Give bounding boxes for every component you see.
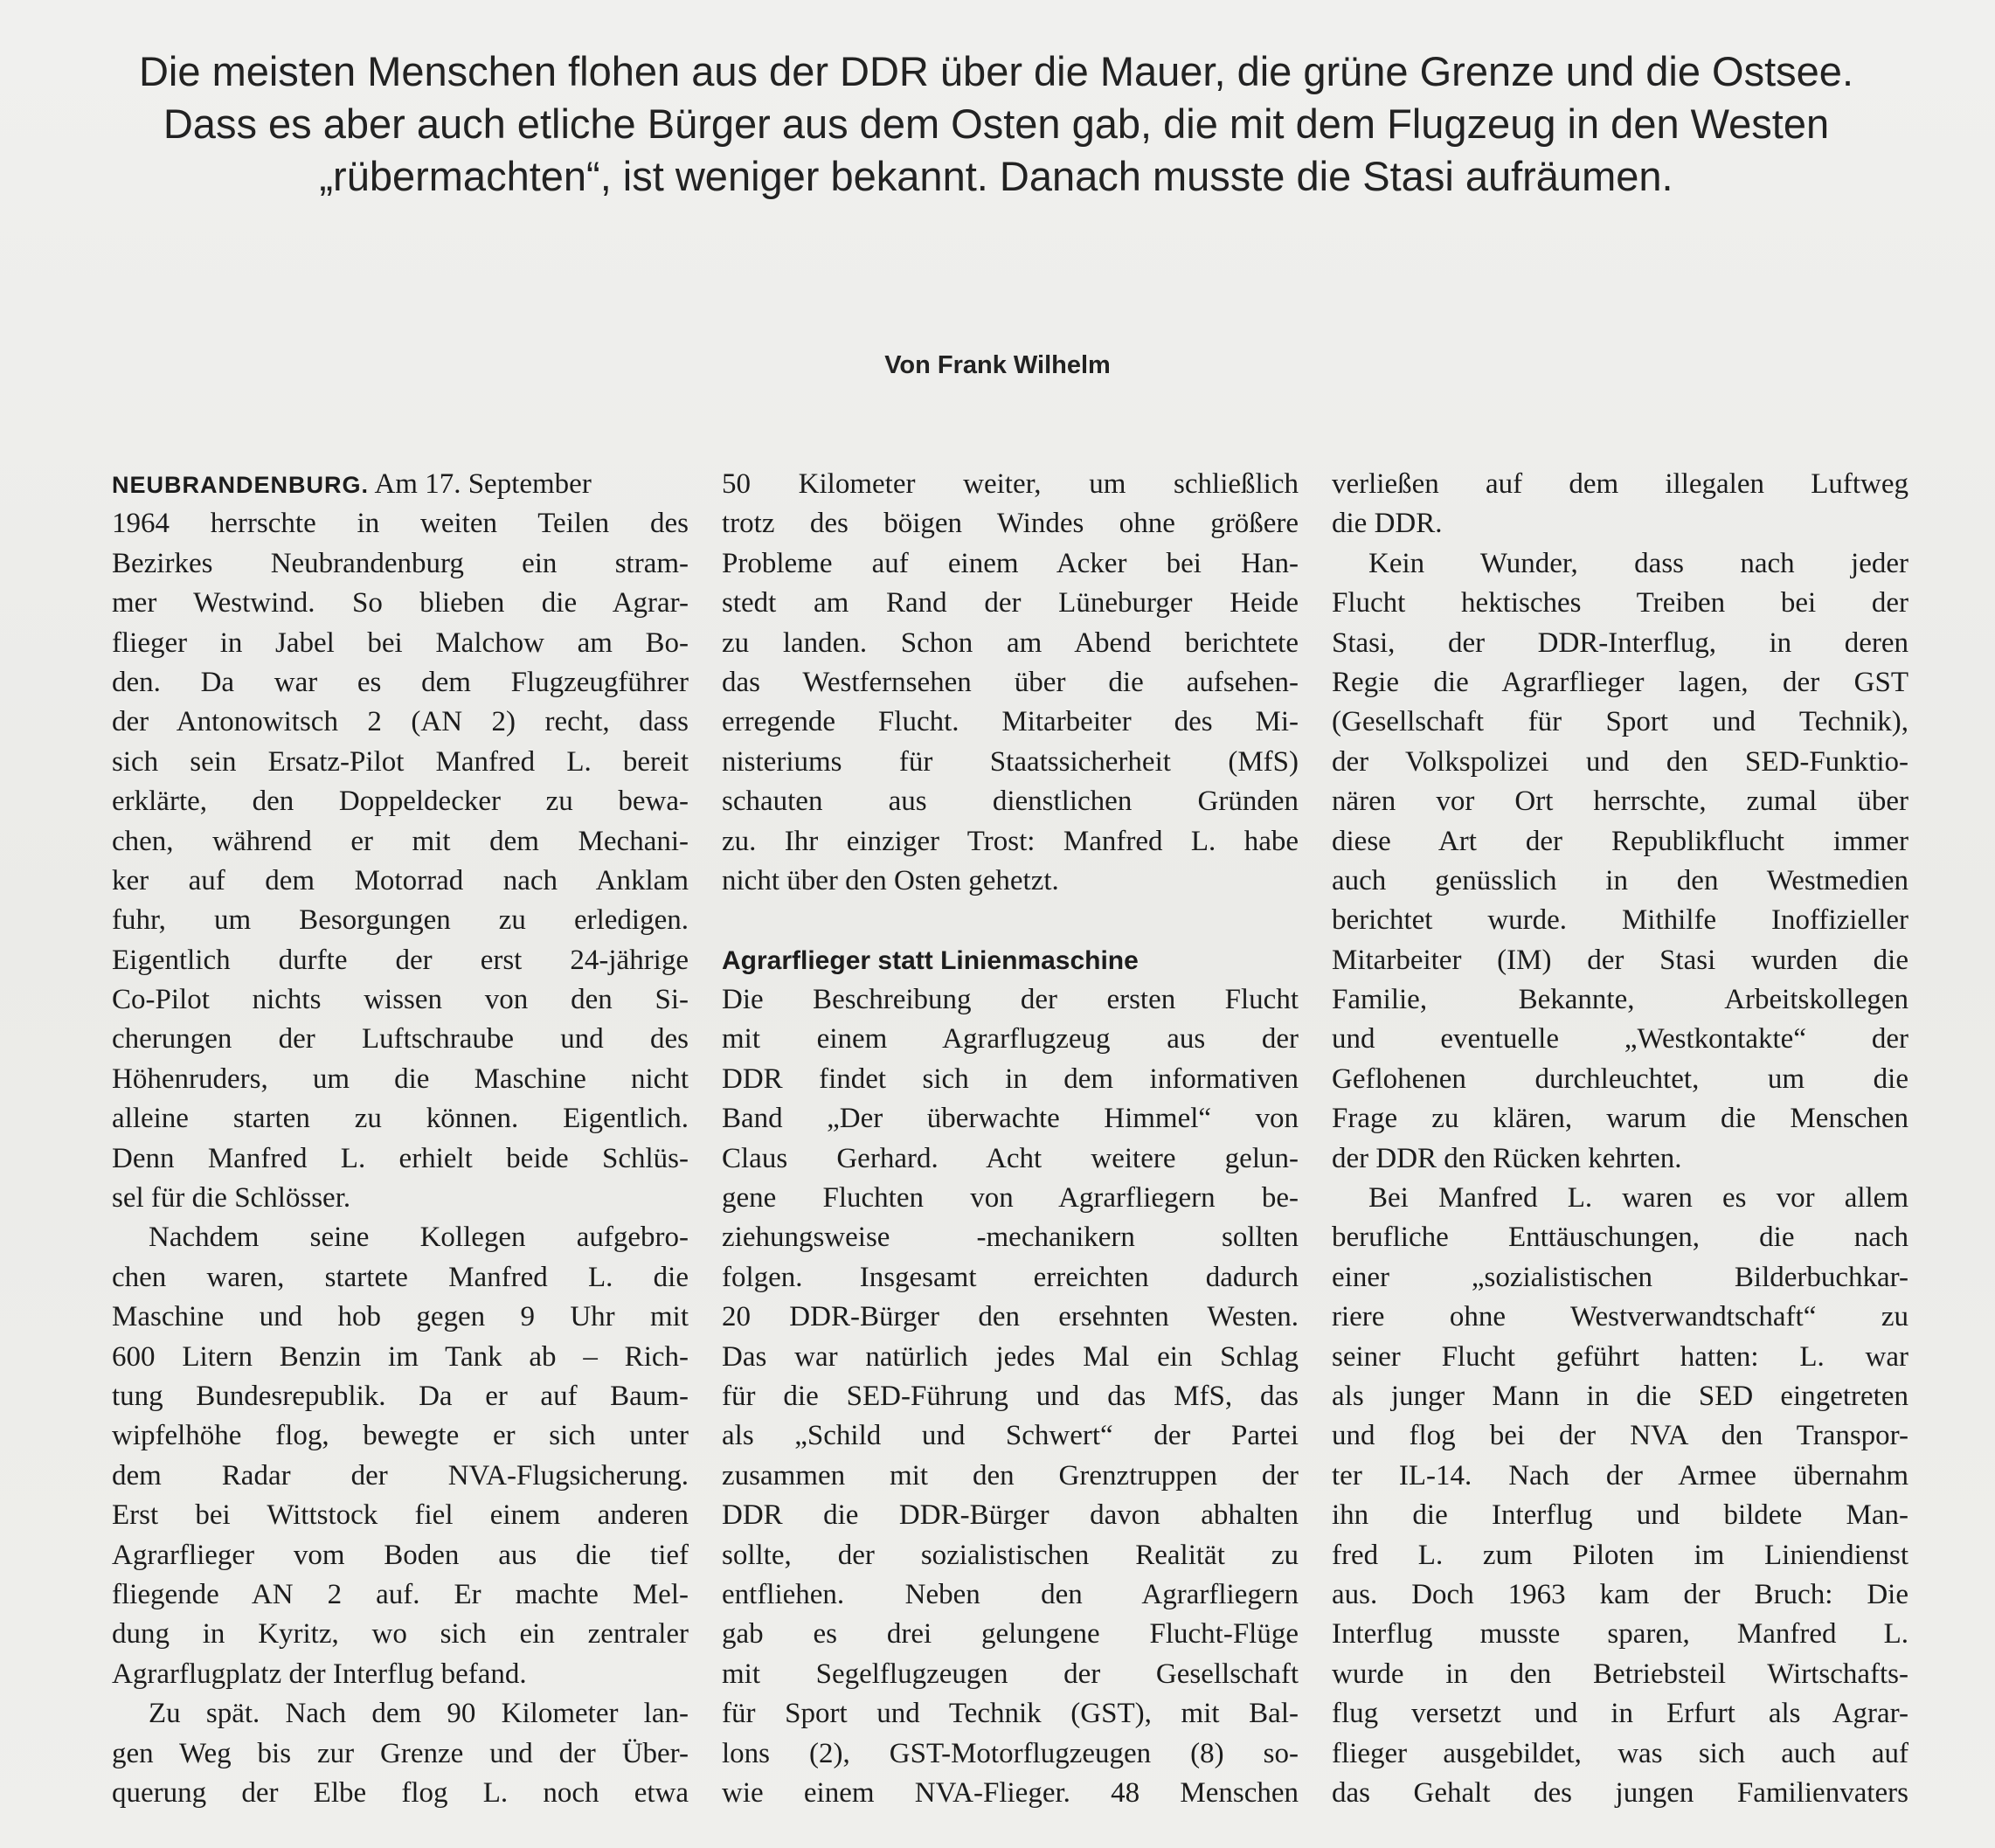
text-line: Geflohenen durchleuchtet, um die xyxy=(1332,1062,1908,1095)
text-line: ziehungsweise -mechanikern sollten xyxy=(722,1222,1299,1254)
text-line: riere ohne Westverwandtschaft“ zu xyxy=(1332,1301,1908,1333)
text-line: flieger ausgebildet, was sich auch auf xyxy=(1332,1737,1908,1769)
text-fragment: Am 17. September xyxy=(369,468,592,500)
text-line: Mitarbeiter (IM) der Stasi wurden die xyxy=(1332,944,1908,976)
text-line: fred L. zum Piloten im Liniendienst xyxy=(1332,1539,1908,1571)
text-line: (Gesellschaft für Sport und Technik), xyxy=(1332,706,1908,738)
text-line: verließen auf dem illegalen Luftweg xyxy=(1332,468,1908,500)
text-line: nicht über den Osten gehetzt. xyxy=(722,864,1059,896)
text-line: Agrarflugplatz der Interflug befand. xyxy=(112,1658,527,1690)
text-line: Bezirkes Neubrandenburg ein stram- xyxy=(112,547,689,579)
text-line: Kein Wunder, dass nach jeder xyxy=(1368,547,1908,579)
lead-line: Die meisten Menschen flohen aus der DDR über die Mauer, die grüne Grenze und die Ostsee. xyxy=(138,48,1854,94)
paragraph-spacer xyxy=(722,901,1299,940)
subheading: Agrarflieger statt Linienmaschine xyxy=(722,945,1139,975)
text-line: zu landen. Schon am Abend berichtete xyxy=(722,626,1299,659)
text-line: gene Fluchten von Agrarfliegern be- xyxy=(722,1182,1299,1215)
text-line: folgen. Insgesamt erreichten dadurch xyxy=(722,1261,1299,1293)
text-line: Agrarflieger vom Boden aus die tief xyxy=(112,1539,689,1571)
text-line: fliegende AN 2 auf. Er machte Mel- xyxy=(112,1578,689,1610)
text-line: Höhenruders, um die Maschine nicht xyxy=(112,1062,689,1095)
text-line: Eigentlich durfte der erst 24-jährige xyxy=(112,944,689,976)
text-line: 20 DDR-Bürger den ersehnten Westen. xyxy=(722,1301,1299,1333)
text-line: flug versetzt und in Erfurt als Agrar- xyxy=(1332,1698,1908,1730)
text-line: wie einem NVA-Flieger. 48 Menschen xyxy=(722,1776,1299,1809)
text-line: trotz des böigen Windes ohne größere xyxy=(722,508,1299,540)
text-line: mit Segelflugzeugen der Gesellschaft xyxy=(722,1658,1299,1690)
article-lead xyxy=(87,45,1905,203)
article-column-2 xyxy=(722,465,1299,1813)
text-line: berufliche Enttäuschungen, die nach xyxy=(1332,1222,1908,1254)
text-line: der DDR den Rücken kehrten. xyxy=(1332,1142,1682,1174)
text-line: und eventuelle „Westkontakte“ der xyxy=(1332,1023,1908,1056)
text-line: nisteriums für Staatssicherheit (MfS) xyxy=(722,745,1299,778)
text-line: und flog bei der NVA den Transpor- xyxy=(1332,1420,1908,1452)
text-line: sich sein Ersatz-Pilot Manfred L. bereit xyxy=(112,745,689,778)
text-line: sollte, der sozialistischen Realität zu xyxy=(722,1539,1299,1571)
text-line: chen, während er mit dem Mechani- xyxy=(112,825,689,857)
text-line: gab es drei gelungene Flucht-Flüge xyxy=(722,1618,1299,1651)
text-line: tung Bundesrepublik. Da er auf Baum- xyxy=(112,1380,689,1412)
text-line: 600 Litern Benzin im Tank ab – Rich- xyxy=(112,1340,689,1373)
text-line: fuhr, um Besorgungen zu erledigen. xyxy=(112,904,689,937)
text-line: dem Radar der NVA-Flugsicherung. xyxy=(112,1459,689,1492)
text-line: cherungen der Luftschraube und des xyxy=(112,1023,689,1056)
article-column-3 xyxy=(1332,465,1908,1813)
text-line: erregende Flucht. Mitarbeiter des Mi- xyxy=(722,706,1299,738)
text-line: entfliehen. Neben den Agrarfliegern xyxy=(722,1578,1299,1610)
text-line: Stasi, der DDR-Interflug, in deren xyxy=(1332,626,1908,659)
text-line: erklärte, den Doppeldecker zu bewa- xyxy=(112,786,689,818)
text-line xyxy=(112,465,689,504)
text-line: das Westfernsehen über die aufsehen- xyxy=(722,666,1299,698)
text-line: für Sport und Technik (GST), mit Bal- xyxy=(722,1698,1299,1730)
text-line: seiner Flucht geführt hatten: L. war xyxy=(1332,1340,1908,1373)
text-line: Familie, Bekannte, Arbeitskollegen xyxy=(1332,984,1908,1016)
text-line: Die Beschreibung der ersten Flucht xyxy=(722,984,1299,1016)
text-line: diese Art der Republikflucht immer xyxy=(1332,825,1908,857)
text-line: Frage zu klären, warum die Menschen xyxy=(1332,1103,1908,1135)
text-line: Denn Manfred L. erhielt beide Schlüs- xyxy=(112,1142,689,1174)
lead-line: „rübermachten“, ist weniger bekannt. Danach musste die Stasi aufräumen. xyxy=(319,153,1673,199)
text-line: das Gehalt des jungen Familienvaters xyxy=(1332,1776,1908,1809)
byline: Von Frank Wilhelm xyxy=(884,351,1111,379)
text-line: querung der Elbe flog L. noch etwa xyxy=(112,1776,689,1809)
text-line: Zu spät. Nach dem 90 Kilometer lan- xyxy=(149,1698,689,1730)
text-line: aus. Doch 1963 kam der Bruch: Die xyxy=(1332,1578,1908,1610)
text-line: ker auf dem Motorrad nach Anklam xyxy=(112,864,689,896)
text-line: der Antonowitsch 2 (AN 2) recht, dass xyxy=(112,706,689,738)
text-line: Regie die Agrarflieger lagen, der GST xyxy=(1332,666,1908,698)
text-line: Das war natürlich jedes Mal ein Schlag xyxy=(722,1340,1299,1373)
text-line: als junger Mann in die SED eingetreten xyxy=(1332,1380,1908,1412)
text-line: chen waren, startete Manfred L. die xyxy=(112,1261,689,1293)
text-line: Bei Manfred L. waren es vor allem xyxy=(1368,1182,1908,1215)
text-line: DDR die DDR-Bürger davon abhalten xyxy=(722,1499,1299,1532)
text-line: Claus Gerhard. Acht weitere gelun- xyxy=(722,1142,1299,1174)
text-line: sel für die Schlösser. xyxy=(112,1182,351,1215)
text-line: Probleme auf einem Acker bei Han- xyxy=(722,547,1299,579)
text-line: mit einem Agrarflugzeug aus der xyxy=(722,1023,1299,1056)
text-line: stedt am Rand der Lüneburger Heide xyxy=(722,587,1299,619)
text-line: berichtet wurde. Mithilfe Inoffizieller xyxy=(1332,904,1908,937)
text-line: zu. Ihr einziger Trost: Manfred L. habe xyxy=(722,825,1299,857)
text-line: gen Weg bis zur Grenze und der Über- xyxy=(112,1737,689,1769)
text-line: Erst bei Wittstock fiel einem anderen xyxy=(112,1499,689,1532)
lead-line: Dass es aber auch etliche Bürger aus dem Osten gab, die mit dem Flugzeug in den Westen xyxy=(163,100,1830,147)
text-line: ihn die Interflug und bildete Man- xyxy=(1332,1499,1908,1532)
text-line: Band „Der überwachte Himmel“ von xyxy=(722,1103,1299,1135)
text-line: Co-Pilot nichts wissen von den Si- xyxy=(112,984,689,1016)
text-line: wipfelhöhe flog, bewegte er sich unter xyxy=(112,1420,689,1452)
text-line: 50 Kilometer weiter, um schließlich xyxy=(722,468,1299,500)
text-line: schauten aus dienstlichen Gründen xyxy=(722,786,1299,818)
text-line: Maschine und hob gegen 9 Uhr mit xyxy=(112,1301,689,1333)
text-line: mer Westwind. So blieben die Agrar- xyxy=(112,587,689,619)
text-line: wurde in den Betriebsteil Wirtschafts- xyxy=(1332,1658,1908,1690)
text-line: alleine starten zu können. Eigentlich. xyxy=(112,1103,689,1135)
text-line: Nachdem seine Kollegen aufgebro- xyxy=(149,1222,689,1254)
article-column-1 xyxy=(112,465,689,1813)
text-line: Flucht hektisches Treiben bei der xyxy=(1332,587,1908,619)
text-line: die DDR. xyxy=(1332,508,1443,540)
text-line: DDR findet sich in dem informativen xyxy=(722,1062,1299,1095)
text-line: einer „sozialistischen Bilderbuchkar- xyxy=(1332,1261,1908,1293)
text-line: lons (2), GST-Motorflugzeugen (8) so- xyxy=(722,1737,1299,1769)
text-line: flieger in Jabel bei Malchow am Bo- xyxy=(112,626,689,659)
text-line: zusammen mit den Grenztruppen der xyxy=(722,1459,1299,1492)
text-line: dung in Kyritz, wo sich ein zentraler xyxy=(112,1618,689,1651)
text-line: für die SED-Führung und das MfS, das xyxy=(722,1380,1299,1412)
text-line: auch genüsslich in den Westmedien xyxy=(1332,864,1908,896)
text-line: als „Schild und Schwert“ der Partei xyxy=(722,1420,1299,1452)
text-line: Interflug musste sparen, Manfred L. xyxy=(1332,1618,1908,1651)
text-line: nären vor Ort herrschte, zumal über xyxy=(1332,786,1908,818)
text-line: den. Da war es dem Flugzeugführer xyxy=(112,666,689,698)
dateline: NEUBRANDENBURG. xyxy=(112,472,370,498)
text-line: der Volkspolizei und den SED-Funktio- xyxy=(1332,745,1908,778)
text-line: 1964 herrschte in weiten Teilen des xyxy=(112,508,689,540)
text-line: ter IL-14. Nach der Armee übernahm xyxy=(1332,1459,1908,1492)
